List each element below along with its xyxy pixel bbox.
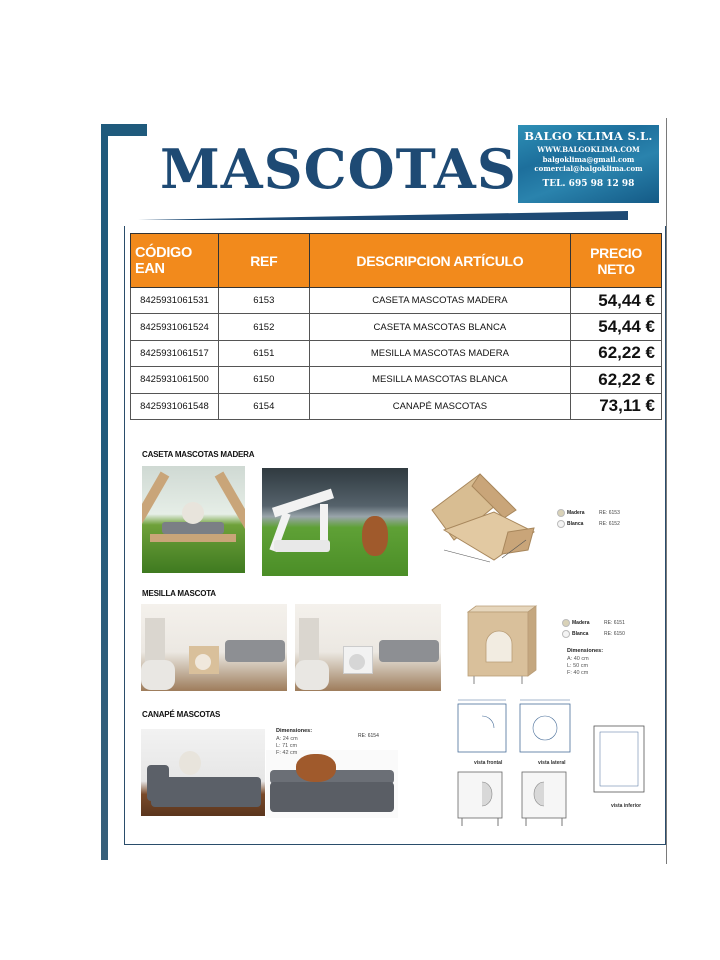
frame-left-border [101, 124, 108, 860]
variant-madera-ref: RE: 6151 [604, 620, 625, 626]
header-price: PRECIO NETO [571, 234, 662, 288]
table-header-row [131, 234, 662, 288]
cell-price: 54,44 € [571, 314, 662, 340]
variant-blanca-label: Blanca [567, 521, 584, 527]
mesilla-photo-wood [141, 604, 287, 691]
variant-blanca-ref: RE: 6152 [599, 521, 620, 527]
swatch-madera [562, 619, 570, 627]
section-title-canape: CANAPÉ MASCOTAS [142, 710, 221, 719]
caseta-photo-white [262, 468, 408, 576]
logo-email-1: balgoklima@gmail.com [542, 155, 635, 164]
logo-email-2: comercial@balgoklima.com [534, 164, 643, 173]
table-row [131, 393, 662, 419]
logo-phone: TEL. 695 98 12 98 [542, 179, 635, 189]
page-title: MASCOTAS [160, 137, 517, 201]
cell-ean: 8425931061524 [131, 314, 219, 340]
table-row [131, 288, 662, 314]
view-side-label: vista lateral [538, 760, 566, 766]
header-ref: REF [218, 234, 309, 288]
table-row [131, 367, 662, 393]
cell-description: CASETA MASCOTAS MADERA [309, 288, 570, 314]
price-table [130, 233, 662, 420]
logo-company-name: BALGO KLIMA S.L. [524, 129, 653, 143]
canape-ref: RE: 6154 [358, 733, 379, 739]
cell-price: 62,22 € [571, 367, 662, 393]
cell-description: MESILLA MASCOTAS BLANCA [309, 367, 570, 393]
cell-description: CANAPÉ MASCOTAS [309, 393, 570, 419]
table-row [131, 314, 662, 340]
swatch-blanca [562, 630, 570, 638]
canape-dim-a: A: 24 cm [276, 736, 298, 742]
view-bottom-label: vista inferior [611, 803, 642, 809]
mesilla-dims-title: Dimensiones: [567, 648, 604, 654]
mesilla-dim-l: L: 50 cm [567, 663, 589, 669]
canape-dim-f: F: 42 cm [276, 750, 298, 756]
mesilla-product-drawing [464, 604, 544, 686]
variant-madera-label: Madera [567, 510, 585, 516]
logo-website: WWW.BALGOKLIMA.COM [537, 145, 640, 154]
table-row [131, 340, 662, 366]
cell-price: 73,11 € [571, 393, 662, 419]
mesilla-photo-white [295, 604, 441, 691]
caseta-photo-wood [142, 466, 245, 573]
cell-ref: 6150 [218, 367, 309, 393]
swatch-blanca [557, 520, 565, 528]
cell-description: CASETA MASCOTAS BLANCA [309, 314, 570, 340]
header-description: DESCRIPCION ARTÍCULO [309, 234, 570, 288]
company-logo [518, 125, 659, 203]
cell-description: MESILLA MASCOTAS MADERA [309, 340, 570, 366]
section-title-caseta: CASETA MASCOTAS MADERA [142, 450, 255, 459]
variant-blanca-label: Blanca [572, 631, 589, 637]
cell-ref: 6152 [218, 314, 309, 340]
cell-ean: 8425931061548 [131, 393, 219, 419]
cell-ean: 8425931061500 [131, 367, 219, 393]
cell-ean: 8425931061531 [131, 288, 219, 314]
canape-photo-1 [141, 729, 265, 816]
cell-ref: 6154 [218, 393, 309, 419]
mesilla-dim-f: F: 40 cm [567, 670, 589, 676]
canape-photo-2 [266, 750, 398, 818]
cell-ref: 6153 [218, 288, 309, 314]
cell-price: 54,44 € [571, 288, 662, 314]
variant-madera-label: Madera [572, 620, 590, 626]
swatch-madera [557, 509, 565, 517]
cell-ean: 8425931061517 [131, 340, 219, 366]
variant-madera-ref: RE: 6153 [599, 510, 620, 516]
canape-dims-title: Dimensiones: [276, 728, 313, 734]
caseta-product-drawing [424, 470, 536, 570]
view-front-label: vista frontal [474, 760, 503, 766]
header-ean: CÓDIGO EAN [131, 234, 219, 288]
variant-blanca-ref: RE: 6150 [604, 631, 625, 637]
mesilla-dim-a: A: 40 cm [567, 656, 589, 662]
cell-price: 62,22 € [571, 340, 662, 366]
canape-dim-l: L: 71 cm [276, 743, 298, 749]
section-title-mesilla: MESILLA MASCOTA [142, 589, 216, 598]
cell-ref: 6151 [218, 340, 309, 366]
title-underline [138, 211, 628, 220]
frame-right-border [666, 118, 667, 864]
